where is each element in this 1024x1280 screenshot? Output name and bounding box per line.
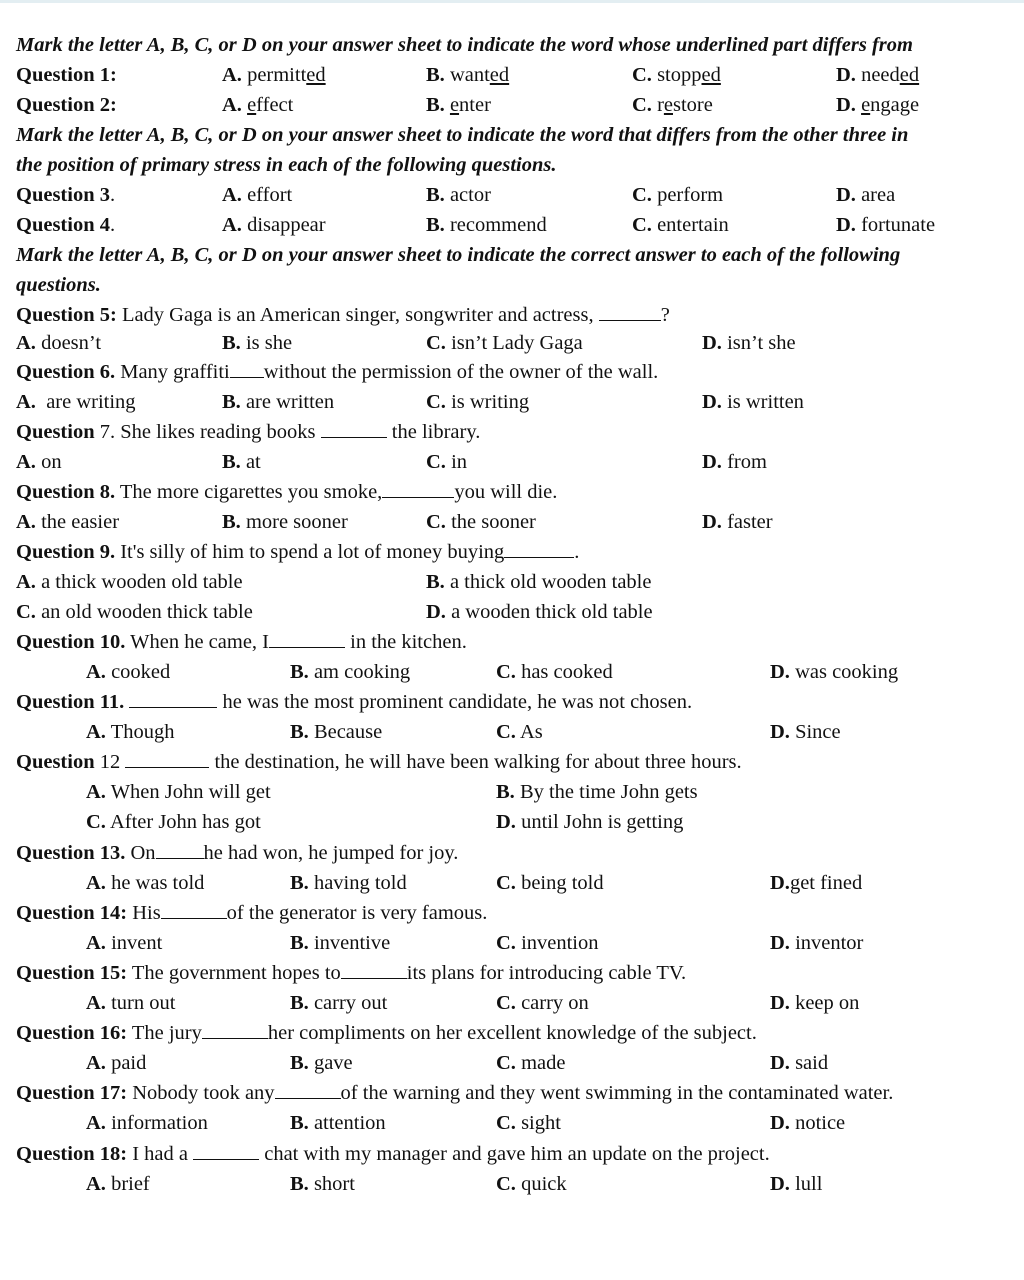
question-9	[0, 538, 1024, 566]
option-c: C. As	[496, 721, 543, 743]
instruction-text: the position of primary stress in each of the following questions.	[16, 154, 557, 176]
question-16-options	[0, 1049, 1024, 1077]
option-a: A. Though	[86, 721, 175, 743]
question-12	[0, 748, 1024, 776]
instruction-stress	[0, 121, 1024, 149]
instruction-correct-answer	[0, 241, 1024, 269]
option-a: A. effect	[222, 94, 294, 116]
answer-blank	[161, 900, 227, 919]
option-b: B. am cooking	[290, 661, 411, 683]
option-c: C. made	[496, 1052, 566, 1074]
option-c: C. entertain	[632, 214, 729, 236]
option-c: C. sight	[496, 1112, 561, 1134]
question-15	[0, 959, 1024, 987]
instruction-text: Mark the letter A, B, C, or D on your answer sheet to indicate the correct answer to each of the following	[16, 244, 901, 266]
question-9-options-row2	[0, 598, 1024, 626]
option-b: B. is she	[222, 332, 293, 354]
option-a: A. effort	[222, 184, 293, 206]
option-a: A. he was told	[86, 872, 205, 894]
option-a: A. invent	[86, 932, 163, 954]
question-stem: Question 17: Nobody took any of the warning and they went swimming in the contaminated water.	[16, 1082, 894, 1104]
question-14-options	[0, 929, 1024, 957]
option-a: A. brief	[86, 1173, 150, 1195]
option-d: D. lull	[770, 1173, 823, 1195]
option-d: D. is written	[702, 391, 804, 413]
answer-blank	[202, 1020, 268, 1039]
option-c: C. perform	[632, 184, 724, 206]
question-label: Question 1:	[16, 64, 117, 86]
option-a: A. doesn’t	[16, 332, 102, 354]
option-c: C. being told	[496, 872, 604, 894]
question-4	[0, 211, 1024, 239]
answer-blank	[193, 1141, 259, 1160]
option-c: C. isn’t Lady Gaga	[426, 332, 583, 354]
option-d: D. said	[770, 1052, 829, 1074]
question-stem: Question 15: The government hopes to its plans for introducing cable TV.	[16, 962, 687, 984]
option-d: D. notice	[770, 1112, 846, 1134]
question-14	[0, 899, 1024, 927]
answer-blank	[321, 419, 387, 438]
option-b: B. By the time John gets	[496, 781, 698, 803]
answer-blank	[382, 479, 454, 498]
question-5-options	[0, 329, 1024, 357]
question-5	[0, 301, 1024, 329]
question-label: Question 2:	[16, 94, 117, 116]
option-b: B. a thick old wooden table	[426, 571, 652, 593]
option-d: D. engage	[836, 94, 920, 116]
option-a: A. information	[86, 1112, 208, 1134]
option-b: B. at	[222, 451, 261, 473]
option-a: A. are writing	[16, 391, 136, 413]
option-d: D. inventor	[770, 932, 864, 954]
question-stem: Question 9. It's silly of him to spend a lot of money buying .	[16, 541, 580, 563]
question-16	[0, 1019, 1024, 1047]
option-a: A. a thick wooden old table	[16, 571, 243, 593]
option-a: A. When John will get	[86, 781, 271, 803]
option-c: C. the sooner	[426, 511, 536, 533]
question-stem: Question 11. he was the most prominent candidate, he was not chosen.	[16, 691, 693, 713]
option-c: C. is writing	[426, 391, 530, 413]
option-d: D.get fined	[770, 872, 863, 894]
answer-blank	[129, 689, 217, 708]
question-stem: Question 10. When he came, I in the kitchen.	[16, 631, 467, 653]
option-d: D. keep on	[770, 992, 860, 1014]
option-b: B. attention	[290, 1112, 386, 1134]
question-stem: Question 16: The jury her compliments on her excellent knowledge of the subject.	[16, 1022, 757, 1044]
question-8-options	[0, 508, 1024, 536]
question-17-options	[0, 1109, 1024, 1137]
question-stem: Question 6. Many graffiti without the permission of the owner of the wall.	[16, 361, 659, 383]
option-d: D. faster	[702, 511, 773, 533]
question-2	[0, 91, 1024, 119]
question-7-options	[0, 448, 1024, 476]
instruction-text: questions.	[16, 274, 101, 296]
question-13-options	[0, 869, 1024, 897]
question-stem: Question 13. On he had won, he jumped for joy.	[16, 842, 459, 864]
option-b: B. carry out	[290, 992, 388, 1014]
option-b: B. are written	[222, 391, 335, 413]
option-c: C. an old wooden thick table	[16, 601, 253, 623]
question-3	[0, 181, 1024, 209]
option-a: A. paid	[86, 1052, 147, 1074]
question-label: Question 4.	[16, 214, 116, 236]
option-d: D. a wooden thick old table	[426, 601, 653, 623]
top-border	[0, 0, 1024, 3]
option-c: C. stopped	[632, 64, 721, 86]
question-11-options	[0, 718, 1024, 746]
option-b: B. enter	[426, 94, 491, 116]
question-label: Question 3.	[16, 184, 116, 206]
option-d: D. was cooking	[770, 661, 899, 683]
question-stem: Question 8. The more cigarettes you smoke, you will die.	[16, 481, 558, 503]
question-13	[0, 839, 1024, 867]
question-12-options-row2	[0, 808, 1024, 836]
question-12-options-row1	[0, 778, 1024, 806]
option-b: B. having told	[290, 872, 407, 894]
option-b: B. inventive	[290, 932, 391, 954]
question-9-options-row1	[0, 568, 1024, 596]
option-c: C. quick	[496, 1173, 567, 1195]
question-stem: Question 18: I had a chat with my manager and gave him an update on the project.	[16, 1143, 770, 1165]
question-18-options	[0, 1170, 1024, 1198]
question-stem: Question 7. She likes reading books the library.	[16, 421, 481, 443]
question-8	[0, 478, 1024, 506]
option-c: C. in	[426, 451, 468, 473]
option-b: B. short	[290, 1173, 355, 1195]
answer-blank	[156, 840, 204, 859]
option-b: B. gave	[290, 1052, 353, 1074]
question-11	[0, 688, 1024, 716]
instruction-stress-cont	[0, 151, 1024, 179]
option-b: B. wanted	[426, 64, 510, 86]
answer-blank	[125, 749, 209, 768]
instruction-correct-answer-cont	[0, 271, 1024, 299]
option-c: C. After John has got	[86, 811, 261, 833]
option-b: B. recommend	[426, 214, 547, 236]
question-7	[0, 418, 1024, 446]
option-c: C. has cooked	[496, 661, 613, 683]
answer-blank	[230, 359, 264, 378]
option-b: B. actor	[426, 184, 491, 206]
option-c: C. restore	[632, 94, 713, 116]
option-d: D. needed	[836, 64, 920, 86]
option-d: D. until John is getting	[496, 811, 684, 833]
answer-blank	[269, 629, 345, 648]
instruction-text: Mark the letter A, B, C, or D on your answer sheet to indicate the word that differs from the other three in	[16, 124, 909, 146]
instruction-text: Mark the letter A, B, C, or D on your answer sheet to indicate the word whose underlined part differs from	[16, 34, 913, 56]
answer-blank	[275, 1080, 341, 1099]
answer-blank	[599, 302, 661, 321]
option-b: B. Because	[290, 721, 383, 743]
option-a: A. the easier	[16, 511, 120, 533]
option-c: C. invention	[496, 932, 599, 954]
option-b: B. more sooner	[222, 511, 348, 533]
option-d: D. isn’t she	[702, 332, 796, 354]
question-17	[0, 1079, 1024, 1107]
answer-blank	[504, 539, 574, 558]
question-10-options	[0, 658, 1024, 686]
question-6-options	[0, 388, 1024, 416]
option-d: D. from	[702, 451, 767, 473]
option-c: C. carry on	[496, 992, 589, 1014]
answer-blank	[341, 960, 407, 979]
option-a: A. turn out	[86, 992, 176, 1014]
option-d: D. area	[836, 184, 896, 206]
question-10	[0, 628, 1024, 656]
question-1	[0, 61, 1024, 89]
question-15-options	[0, 989, 1024, 1017]
option-d: D. fortunate	[836, 214, 936, 236]
question-stem: Question 5: Lady Gaga is an American singer, songwriter and actress, ?	[16, 304, 670, 326]
question-18	[0, 1140, 1024, 1168]
question-stem: Question 12 the destination, he will have been walking for about three hours.	[16, 751, 742, 773]
question-6	[0, 358, 1024, 386]
option-a: A. cooked	[86, 661, 171, 683]
instruction-pronunciation	[0, 31, 1024, 59]
option-a: A. disappear	[222, 214, 326, 236]
option-d: D. Since	[770, 721, 841, 743]
question-stem: Question 14: His of the generator is very famous.	[16, 902, 488, 924]
option-a: A. on	[16, 451, 62, 473]
option-a: A. permitted	[222, 64, 326, 86]
